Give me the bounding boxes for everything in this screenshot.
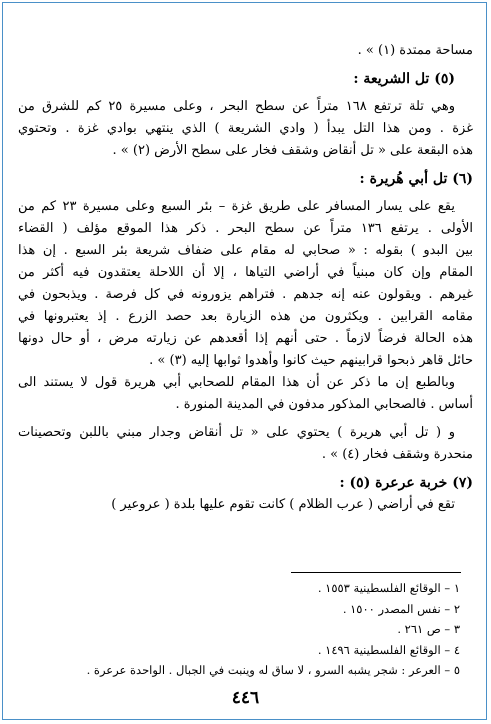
text-line: مساحة ممتدة (١) » . xyxy=(357,43,473,58)
text-line: حائل قاهر ذبحوا قرابينهم حيث كانوا وأهدوا ثوابها إليه (٣) » . xyxy=(149,353,473,368)
text-line: يقع على يسار المسافر على طريق غزة – بئر السبع وعلى مسيرة ٢٣ كم من xyxy=(18,199,456,214)
footnote: ١ – الوقائع الفلسطينية ١٥٥٣ . xyxy=(317,581,460,595)
footnote: ٢ – نفس المصدر ١٥٠٠ . xyxy=(342,601,460,616)
text-line: غيرهم . ويقولون عنه إنه جدهم . فتراهم يزورونه في كل فرصة . ويذبحون في xyxy=(18,287,473,302)
footnote: ٣ – ص ٢٦١ . xyxy=(397,622,460,636)
text-line: مقامه القرابين . ويكثرون من هذه الزيارة بعد حصد الزرع . إذ يعتبرونها في xyxy=(18,309,473,324)
footnote: ٤ – الوقائع الفلسطينية ١٤٩٦ . xyxy=(317,642,460,657)
section-heading-khirbet-arara: (٧) خربة عرعرة (٥) : xyxy=(339,475,473,491)
page-body xyxy=(18,40,473,516)
section-heading-tell-al-shariah: (٥) تل الشريعة : xyxy=(353,71,455,87)
footnote-divider xyxy=(291,572,461,573)
text-line: أساس . فالصحابي المذكور مدفون في المدينة المنورة . xyxy=(175,397,473,412)
text-line: بين البدو ) بقوله : « صحابي له مقام على ضفاف شريعة بئر السبع . إن هذا xyxy=(18,243,473,258)
text-line: وبالطبع إن ما ذكر عن أن هذا المقام للصحابي أبي هريرة قول لا يستند الى xyxy=(18,375,455,390)
text-line: و ( تل أبي هريرة ) يحتوي على « تل أنقاض وجدار مبني باللبن وتحصينات xyxy=(18,425,455,440)
text-line: هذه البقعة على « تل أنقاض وشقف فخار على سطح الأرض (٢) » . xyxy=(112,143,473,158)
page-number: ٤٤٦ xyxy=(231,688,260,708)
text-line: وهي تلة ترتفع ١٦٨ متراً عن سطح البحر ، وعلى مسيرة ٢٥ كم للشرق من xyxy=(18,99,456,114)
text-line: غزة . ومن هذا التل يبدأ ( وادي الشريعة ) الذي ينتهي بوادي غزة . وتحتوي xyxy=(18,121,473,136)
text-line: هذه الحالة فرضاً لازماً . حتى أنهم إذا أقعدهم عن زيارته مرض ، أو حال دونها xyxy=(18,331,473,346)
text-line: منحدرة وشقف فخار (٤) » . xyxy=(321,447,473,462)
footnotes xyxy=(40,578,460,681)
footnote: ٥ – العرعر : شجر يشبه السرو ، لا ساق له وينبت في الجبال . الواحدة عرعرة . xyxy=(86,663,460,677)
text-line: الأولى . يرتفع ١٣٦ متراً عن سطح البحر . ذكر هذا الموقع مؤلف ( القضاء xyxy=(18,221,473,236)
text-line: تقع في أراضي ( عرب الظلام ) كانت تقوم عليها بلدة ( عروعير ) xyxy=(111,497,455,512)
text-line: المقام وإن كان مبنياً في أراضي التياها ، إلا أن اللاحلة يعتقدون فيه أكثر من xyxy=(18,265,473,280)
section-heading-tell-abu-hurayra: (٦) تل أبي هُريرة : xyxy=(359,171,473,187)
